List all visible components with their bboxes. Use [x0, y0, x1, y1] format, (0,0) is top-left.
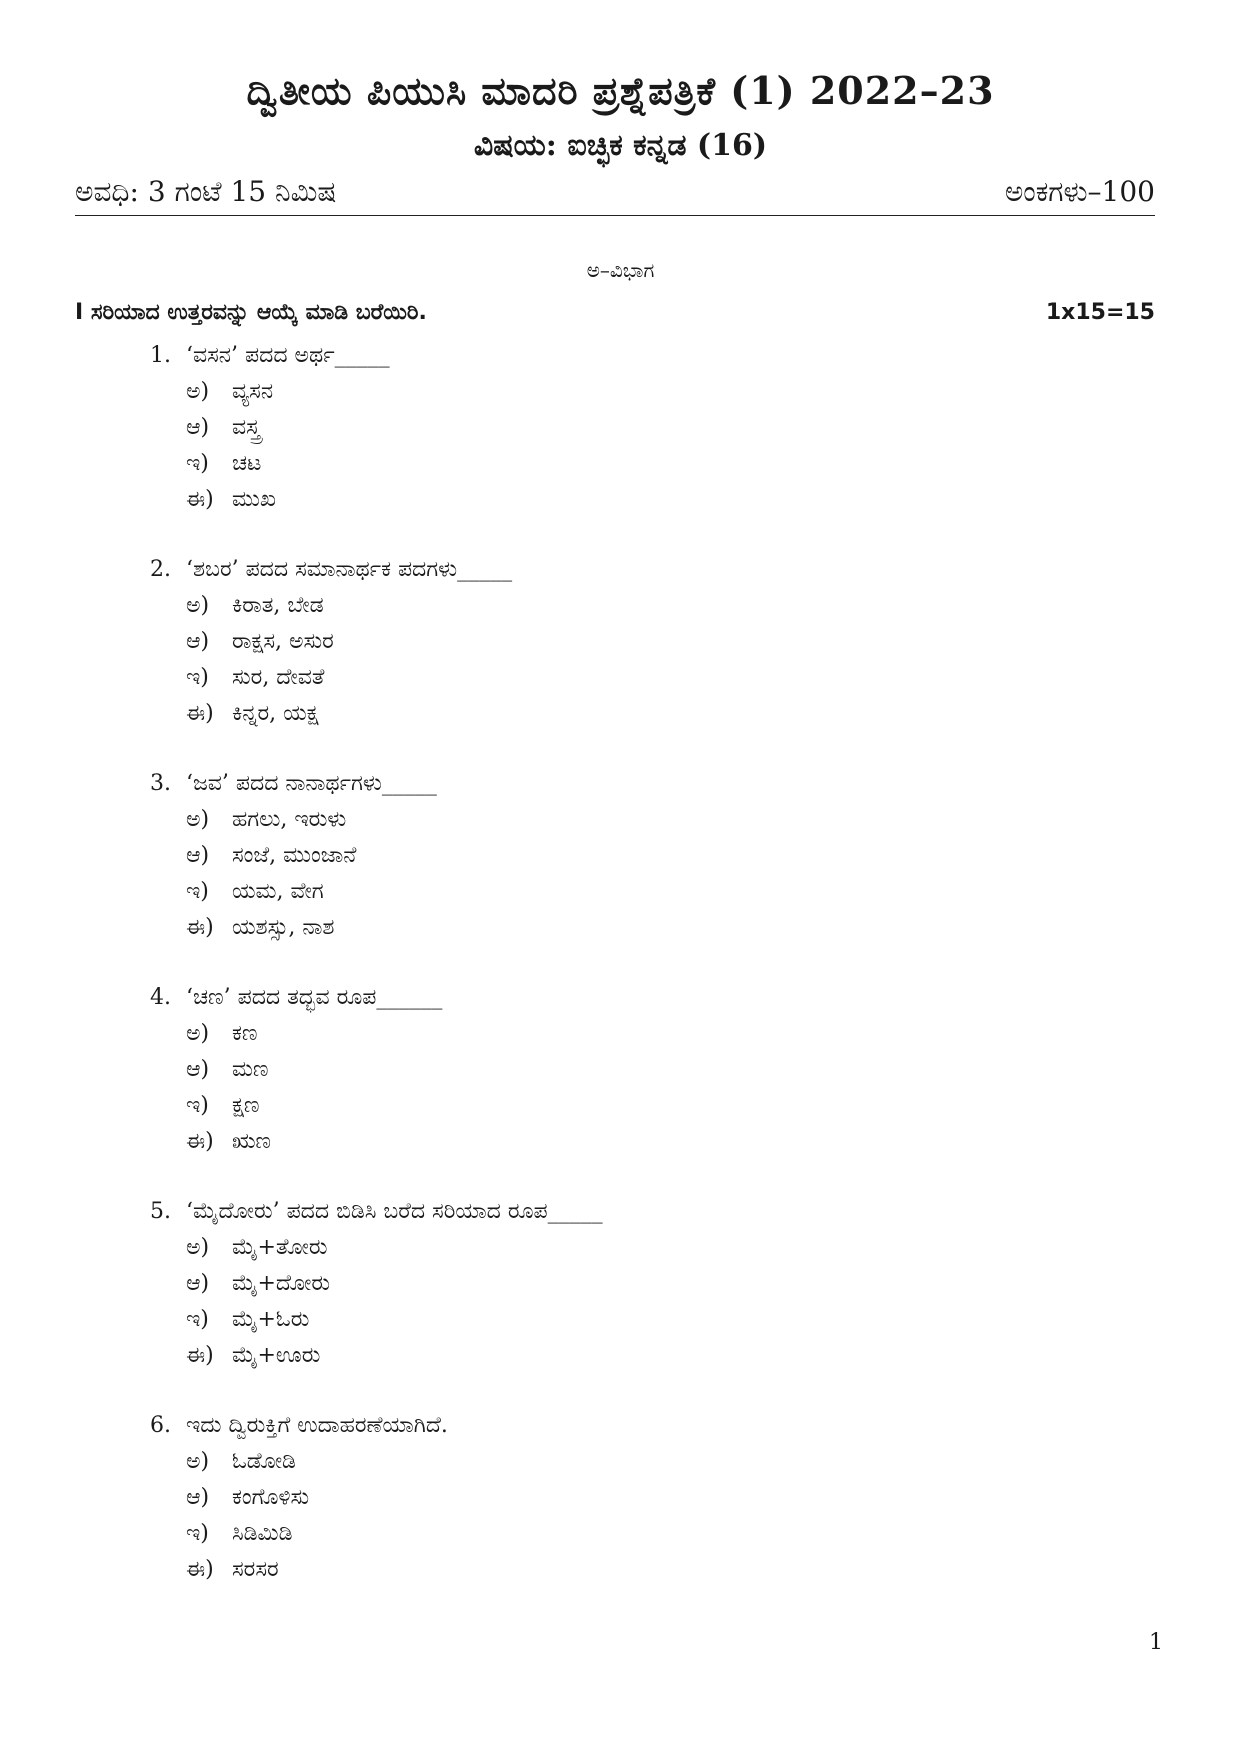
question-number: 1. — [150, 343, 171, 368]
option-item — [186, 1516, 1050, 1552]
question-text: ‘ಶಬರ’ ಪದದ ಸಮಾನಾರ್ಥಕ ಪದಗಳು_____ — [186, 557, 513, 582]
question-number: 2. — [150, 557, 171, 582]
option-label: ಆ) — [186, 843, 210, 868]
option-item — [186, 1444, 1050, 1480]
option-list — [150, 1444, 1050, 1588]
option-item — [186, 1480, 1050, 1516]
option-item — [186, 374, 1050, 410]
option-item — [186, 838, 1050, 874]
question-stem — [150, 1408, 1050, 1444]
option-text: ಕಂಗೊಳಿಸು — [232, 1485, 310, 1510]
option-text: ಸುರ, ದೇವತೆ — [232, 665, 325, 690]
option-list — [150, 802, 1050, 946]
section-marks: 1x15=15 — [1045, 300, 1155, 325]
option-item — [186, 802, 1050, 838]
question-text: ‘ಚಣ’ ಪದದ ತದ್ಭವ ರೂಪ______ — [186, 985, 443, 1010]
question-number: 3. — [150, 771, 171, 796]
option-label: ಇ) — [186, 879, 209, 904]
option-text: ಕಿನ್ನರ, ಯಕ್ಷ — [232, 701, 319, 726]
option-label: ಆ) — [186, 1485, 210, 1510]
option-text: ಮೈ+ಊರು — [232, 1343, 321, 1368]
question-text: ‘ಮೈದೋರು’ ಪದದ ಬಿಡಿಸಿ ಬರೆದ ಸರಿಯಾದ ರೂಪ_____ — [186, 1199, 603, 1224]
option-text: ಯಮ, ವೇಗ — [232, 879, 324, 904]
question-item — [150, 980, 1050, 1160]
option-list — [150, 588, 1050, 732]
exam-total-marks: ಅಂಕಗಳು–100 — [1004, 175, 1155, 208]
option-item — [186, 410, 1050, 446]
option-text: ಮೈ+ತೋರು — [232, 1235, 328, 1260]
section-instruction: I ಸರಿಯಾದ ಉತ್ತರವನ್ನು ಆಯ್ಕೆ ಮಾಡಿ ಬರೆಯಿರಿ. — [75, 300, 427, 325]
option-text: ಮಣ — [232, 1057, 269, 1082]
option-item — [186, 660, 1050, 696]
option-label: ಅ) — [186, 1235, 210, 1260]
option-label: ಆ) — [186, 1057, 210, 1082]
question-stem — [150, 552, 1050, 588]
question-stem — [150, 980, 1050, 1016]
exam-duration: ಅವಧಿ: 3 ಗಂಟೆ 15 ನಿಮಿಷ — [75, 175, 337, 208]
option-item — [186, 1302, 1050, 1338]
option-text: ಸರಸರ — [232, 1557, 279, 1582]
option-text: ಮೈ+ಓರು — [232, 1307, 310, 1332]
question-stem — [150, 1194, 1050, 1230]
option-item — [186, 1088, 1050, 1124]
option-item — [186, 874, 1050, 910]
option-label: ಅ) — [186, 379, 210, 404]
option-label: ಇ) — [186, 665, 209, 690]
question-text: ಇದು ದ್ವಿರುಕ್ತಿಗೆ ಉದಾಹರಣೆಯಾಗಿದೆ. — [186, 1413, 448, 1438]
section-label: ಅ–ವಿಭಾಗ — [586, 258, 655, 282]
subject-heading: ವಿಷಯ: ಐಚ್ಛಿಕ ಕನ್ನಡ (16) — [473, 128, 768, 163]
question-item — [150, 338, 1050, 518]
option-label: ಈ) — [186, 1129, 214, 1154]
option-label: ಅ) — [186, 1449, 210, 1474]
option-text: ರಾಕ್ಷಸ, ಅಸುರ — [232, 629, 334, 654]
option-label: ಇ) — [186, 1521, 209, 1546]
option-label: ಆ) — [186, 1271, 210, 1296]
option-text: ಸಿಡಿಮಿಡಿ — [232, 1521, 293, 1546]
question-number: 5. — [150, 1199, 171, 1224]
option-item — [186, 910, 1050, 946]
option-item — [186, 1552, 1050, 1588]
question-number: 6. — [150, 1413, 171, 1438]
option-item — [186, 588, 1050, 624]
page-number: 1 — [1149, 1630, 1163, 1655]
option-text: ಕಿರಾತ, ಬೇಡ — [232, 593, 324, 618]
question-text: ‘ವಸನ’ ಪದದ ಅರ್ಥ_____ — [186, 343, 390, 368]
option-text: ಮೈ+ದೋರು — [232, 1271, 331, 1296]
option-label: ಈ) — [186, 1343, 214, 1368]
question-item — [150, 1408, 1050, 1588]
option-text: ಯಶಸ್ಸು, ನಾಶ — [232, 915, 335, 940]
option-item — [186, 1230, 1050, 1266]
option-label: ಅ) — [186, 1021, 210, 1046]
option-item — [186, 1266, 1050, 1302]
option-item — [186, 624, 1050, 660]
option-label: ಆ) — [186, 629, 210, 654]
option-label: ಈ) — [186, 487, 214, 512]
option-label: ಈ) — [186, 915, 214, 940]
option-list — [150, 374, 1050, 518]
option-label: ಇ) — [186, 451, 209, 476]
option-text: ಓಡೋಡಿ — [232, 1449, 296, 1474]
option-text: ಮುಖ — [232, 487, 276, 512]
option-item — [186, 482, 1050, 518]
option-text: ವಸ್ತ್ರ — [232, 415, 261, 440]
question-item — [150, 766, 1050, 946]
option-item — [186, 1052, 1050, 1088]
option-label: ಅ) — [186, 593, 210, 618]
option-label: ಇ) — [186, 1093, 209, 1118]
option-item — [186, 1016, 1050, 1052]
option-text: ಚಟ — [232, 451, 262, 476]
option-item — [186, 1338, 1050, 1374]
question-item — [150, 1194, 1050, 1374]
question-text: ‘ಜವ’ ಪದದ ನಾನಾರ್ಥಗಳು_____ — [186, 771, 437, 796]
option-label: ಅ) — [186, 807, 210, 832]
question-item — [150, 552, 1050, 732]
option-text: ವ್ಯಸನ — [232, 379, 274, 404]
option-label: ಇ) — [186, 1307, 209, 1332]
option-item — [186, 696, 1050, 732]
instruction-row — [75, 300, 1155, 334]
question-number: 4. — [150, 985, 171, 1010]
option-text: ಕಣ — [232, 1021, 258, 1046]
option-text: ಹಗಲು, ಇರುಳು — [232, 807, 347, 832]
option-item — [186, 1124, 1050, 1160]
question-stem — [150, 766, 1050, 802]
exam-meta-row — [75, 175, 1155, 216]
option-label: ಆ) — [186, 415, 210, 440]
option-list — [150, 1016, 1050, 1160]
option-text: ಋಣ — [232, 1129, 272, 1154]
option-item — [186, 446, 1050, 482]
question-list — [150, 338, 1050, 1622]
option-label: ಈ) — [186, 701, 214, 726]
option-text: ಕ್ಷಣ — [232, 1093, 260, 1118]
option-text: ಸಂಜೆ, ಮುಂಜಾನೆ — [232, 843, 357, 868]
question-stem — [150, 338, 1050, 374]
page-title: ದ್ವಿತೀಯ ಪಿಯುಸಿ ಮಾದರಿ ಪ್ರಶ್ನೆಪತ್ರಿಕೆ (1) 2022–23 — [246, 68, 995, 113]
option-label: ಈ) — [186, 1557, 214, 1582]
option-list — [150, 1230, 1050, 1374]
